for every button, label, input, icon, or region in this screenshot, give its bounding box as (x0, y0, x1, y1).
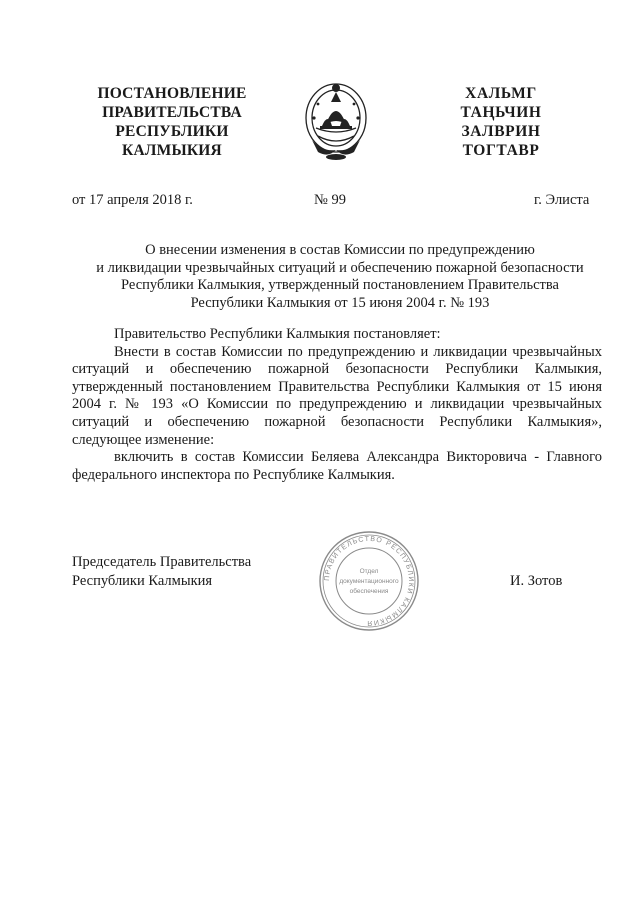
main-paragraph: Внести в состав Комиссии по предупреждению и ликвидации чрезвычайных ситуаций и обеспечению пожарной безопасности Республики Калмыкия, утвержденный постановлением Правительства Республики Калмыкия от 15 июня 2004 г. № 193 «О Комиссии по предупреждению и ликвидации чрезвычайных ситуаций и обеспечению пожарной безопасности Республики Калмыкия», следующее изменение: (72, 343, 602, 448)
stamp-center-line: документационного (339, 578, 399, 585)
header-left-line: РЕСПУБЛИКИ (115, 123, 229, 140)
document-body (72, 326, 602, 484)
change-paragraph: включить в состав Комиссии Беляева Александра Викторовича - Главного федерального инспектора по Республике Калмыкия. (72, 449, 602, 483)
document-date: от 17 апреля 2018 г. (72, 192, 193, 208)
official-seal-stamp (318, 530, 420, 632)
title-line: О внесении изменения в состав Комиссии по предупреждению (145, 242, 535, 258)
signatory-position-line: Республики Калмыкия (72, 573, 213, 589)
stamp-center-line: Отдел (359, 568, 379, 575)
document-number: № 99 (314, 192, 346, 208)
header-right-line: ТОГТАВР (462, 142, 540, 159)
title-line: и ликвидации чрезвычайных ситуаций и обеспечению пожарной безопасности (96, 259, 584, 276)
header-left-line: ПОСТАНОВЛЕНИЕ (97, 85, 247, 102)
header-right-line: ТАҢЬЧИН (460, 104, 542, 121)
header-right-line: ЗАЛВРИН (461, 123, 541, 140)
document-city: г. Элиста (534, 192, 590, 208)
document-title (60, 242, 620, 312)
signatory-position (72, 553, 251, 591)
header-right-title (436, 84, 566, 160)
header-right-line: ХАЛЬМГ (465, 85, 537, 102)
title-line: Республики Калмыкия, утвержденный постановлением Правительства (121, 277, 559, 294)
resolution-intro: Правительство Республики Калмыкия постановляет: (114, 326, 441, 342)
header-left-title (72, 84, 272, 160)
header-left-line: ПРАВИТЕЛЬСТВА (102, 104, 242, 121)
header-left-line: КАЛМЫКИЯ (122, 142, 222, 159)
signatory-name: И. Зотов (510, 573, 563, 589)
title-line: Республики Калмыкия от 15 июня 2004 г. № 193 (190, 294, 490, 311)
republic-emblem-icon (298, 78, 374, 164)
stamp-ring-text: ПРАВИТЕЛЬСТВО РЕСПУБЛИКИ КАЛМЫКИЯ (323, 535, 415, 627)
signatory-position-line: Председатель Правительства (72, 554, 252, 570)
stamp-center-line: обеспечения (349, 588, 389, 595)
